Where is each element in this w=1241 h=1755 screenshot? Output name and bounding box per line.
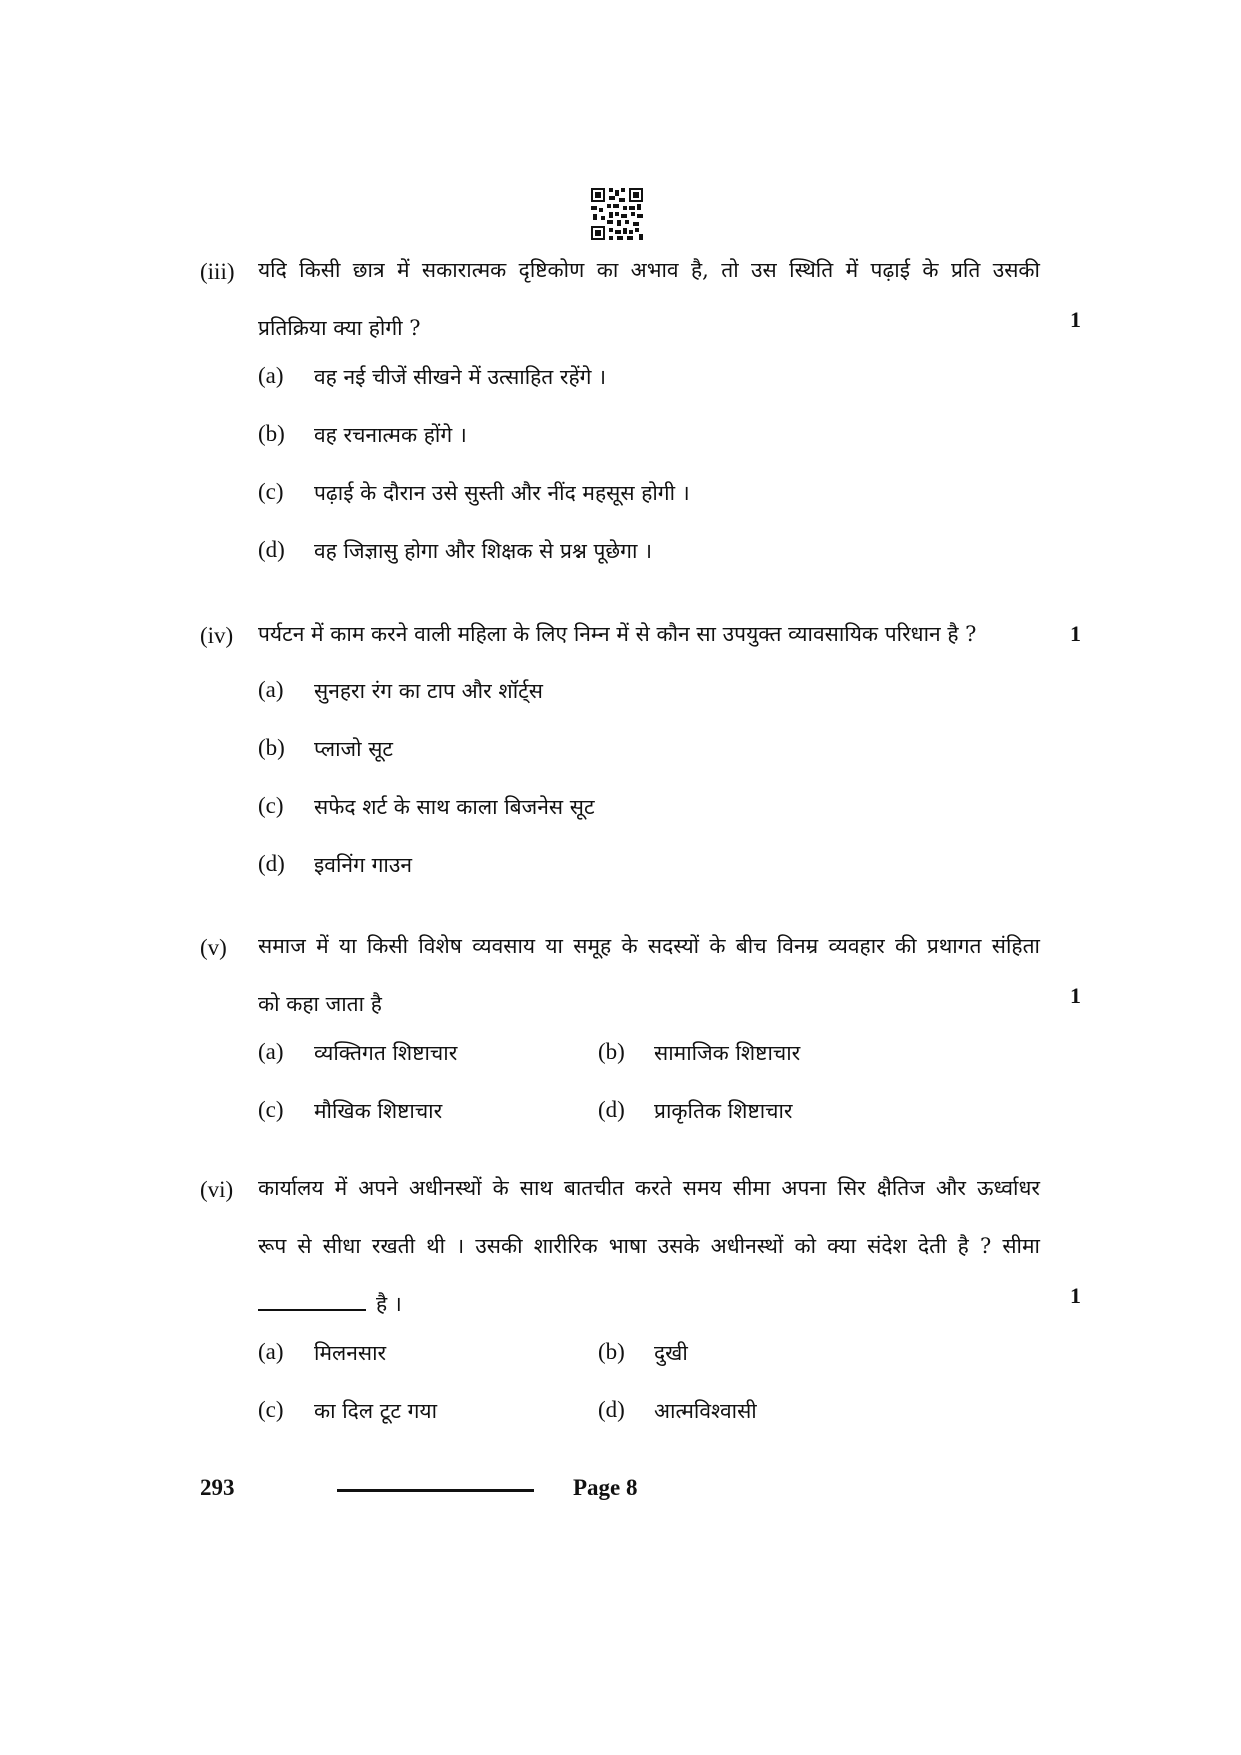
option-text: प्लाजो सूट bbox=[314, 737, 393, 761]
question-line-end: है । bbox=[376, 1292, 402, 1316]
option-label: (a) bbox=[258, 1339, 284, 1364]
question-line-with-blank bbox=[258, 1275, 1040, 1333]
option-label: (b) bbox=[598, 1339, 625, 1364]
option-text: मौखिक शिष्टाचार bbox=[314, 1099, 443, 1123]
question-line: प्रतिक्रिया क्या होगी ? bbox=[258, 316, 421, 340]
option-label: (d) bbox=[258, 851, 285, 876]
marks-value: 1 bbox=[1070, 621, 1081, 646]
question-line: को कहा जाता है bbox=[258, 992, 382, 1016]
option-label: (b) bbox=[598, 1039, 625, 1064]
option-label: (a) bbox=[258, 363, 284, 388]
paper-code: 293 bbox=[200, 1475, 235, 1500]
option-text: व्यक्तिगत शिष्टाचार bbox=[314, 1041, 458, 1065]
option-text: का दिल टूट गया bbox=[314, 1399, 438, 1423]
question-number: (iii) bbox=[200, 259, 235, 284]
answer-blank bbox=[258, 1309, 366, 1311]
option-text: आत्मविश्वासी bbox=[654, 1399, 757, 1423]
option-text: मिलनसार bbox=[314, 1341, 387, 1365]
option-label: (c) bbox=[258, 1097, 284, 1122]
marks-value: 1 bbox=[1070, 983, 1081, 1008]
option-text: सफेद शर्ट के साथ काला बिजनेस सूट bbox=[314, 795, 595, 819]
option-text: वह नई चीजें सीखने में उत्साहित रहेंगे । bbox=[314, 365, 607, 389]
option-text: इवनिंग गाउन bbox=[314, 853, 413, 877]
option-text: वह रचनात्मक होंगे । bbox=[314, 423, 467, 447]
option-text: सामाजिक शिष्टाचार bbox=[654, 1041, 801, 1065]
option-text: प्राकृतिक शिष्टाचार bbox=[654, 1099, 793, 1123]
footer-divider bbox=[337, 1489, 534, 1492]
question-line: समाज में या किसी विशेष व्यवसाय या समूह के सदस्यों के बीच विनम्र व्यवहार की प्रथागत संहिता bbox=[258, 934, 1040, 958]
question-text bbox=[258, 605, 1040, 663]
question-text bbox=[258, 241, 1040, 357]
question-text bbox=[258, 1159, 1040, 1333]
option-label: (d) bbox=[598, 1097, 625, 1122]
marks-value: 1 bbox=[1070, 307, 1081, 332]
question-line: रूप से सीधा रखती थी । उसकी शारीरिक भाषा उसके अधीनस्थों को क्या संदेश देती है ? सीमा bbox=[258, 1234, 1040, 1258]
option-label: (d) bbox=[598, 1397, 625, 1422]
option-label: (c) bbox=[258, 793, 284, 818]
option-label: (b) bbox=[258, 735, 285, 760]
option-text: पढ़ाई के दौरान उसे सुस्ती और नींद महसूस होगी । bbox=[314, 481, 690, 505]
option-label: (c) bbox=[258, 1397, 284, 1422]
option-label: (d) bbox=[258, 537, 285, 562]
question-number: (iv) bbox=[200, 623, 234, 648]
question-text bbox=[258, 917, 1040, 1033]
option-text: सुनहरा रंग का टाप और शॉर्ट्स bbox=[314, 679, 543, 703]
option-label: (a) bbox=[258, 1039, 284, 1064]
question-line: यदि किसी छात्र में सकारात्मक दृष्टिकोण का अभाव है, तो उस स्थिति में पढ़ाई के प्रति उसकी bbox=[258, 258, 1040, 282]
option-text: दुखी bbox=[654, 1341, 688, 1365]
qr-code-icon bbox=[591, 188, 643, 240]
page-number: Page 8 bbox=[573, 1475, 638, 1500]
marks-value: 1 bbox=[1070, 1283, 1081, 1308]
question-number: (v) bbox=[200, 935, 227, 960]
option-label: (c) bbox=[258, 479, 284, 504]
question-line: पर्यटन में काम करने वाली महिला के लिए निम्न में से कौन सा उपयुक्त व्यावसायिक परिधान है ? bbox=[258, 622, 977, 646]
option-text: वह जिज्ञासु होगा और शिक्षक से प्रश्न पूछेगा । bbox=[314, 539, 653, 563]
option-label: (a) bbox=[258, 677, 284, 702]
question-number: (vi) bbox=[200, 1177, 234, 1202]
question-line: कार्यालय में अपने अधीनस्थों के साथ बातचीत करते समय सीमा अपना सिर क्षैतिज और ऊर्ध्वाधर bbox=[258, 1176, 1040, 1200]
option-label: (b) bbox=[258, 421, 285, 446]
